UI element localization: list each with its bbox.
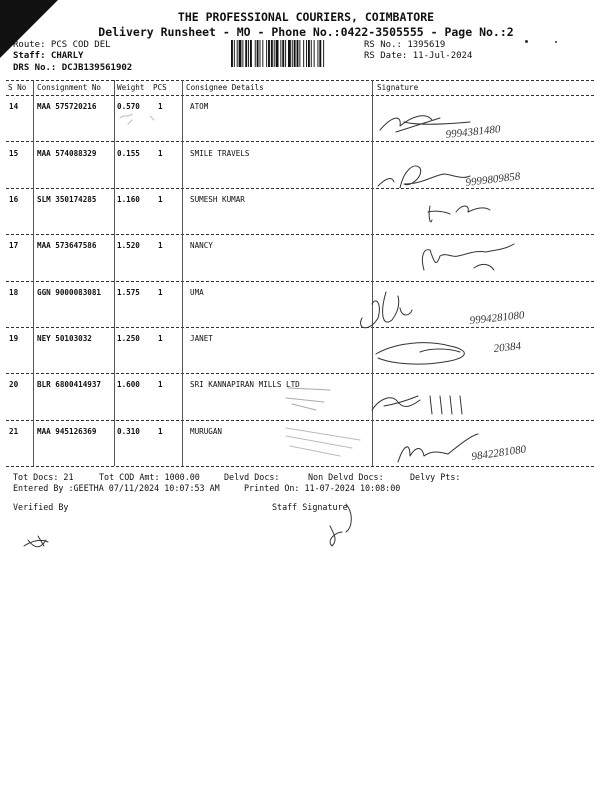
handwritten-phone: 20384 — [493, 340, 522, 355]
handwritten-phone: 9994381480 — [445, 123, 502, 141]
route-label: Route: PCS COD DEL — [13, 40, 111, 50]
printed-on: Printed On: 11-07-2024 10:08:00 — [244, 483, 401, 493]
rs-date: RS Date: 11-Jul-2024 — [364, 51, 473, 61]
barcode-bar — [311, 40, 312, 67]
barcode-bar — [292, 40, 293, 67]
barcode-bar — [299, 40, 300, 67]
non-delivered-docs: Non Delvd Docs: — [308, 472, 384, 482]
staff-label: Staff: CHARLY — [13, 51, 84, 61]
row-sno: 18 — [9, 288, 19, 297]
table-header-rule — [6, 95, 594, 96]
row-pcs: 1 — [158, 288, 163, 297]
barcode-bar — [237, 40, 238, 67]
signature-row-20 — [372, 396, 462, 414]
barcode-bar — [248, 40, 249, 67]
column-header-pcs: PCS — [153, 83, 167, 92]
delivery-points: Delvy Pts: — [410, 472, 461, 482]
column-header-consignment: Consignment No — [37, 83, 102, 92]
barcode-bar — [280, 40, 281, 67]
signature-row-14 — [380, 116, 470, 132]
drs-number: DRS No.: DCJB139561902 — [13, 63, 133, 73]
stamp-mark — [286, 428, 360, 456]
row-divider — [6, 327, 594, 328]
row-consignment: GGN 9000083081 — [37, 288, 102, 297]
column-header-sno: S No — [8, 83, 27, 92]
row-consignee: MURUGAN — [190, 427, 223, 436]
row-consignment: NEY 50103032 — [37, 334, 92, 343]
column-header-weight: Weight — [117, 83, 145, 92]
speck — [525, 40, 528, 43]
barcode-bar — [260, 40, 261, 67]
barcode-bar — [323, 40, 324, 67]
handwritten-phone: 9999809858 — [464, 170, 521, 189]
row-consignee: JANET — [190, 334, 213, 343]
row-consignee: SRI KANNAPIRAN MILLS LTD — [190, 380, 300, 389]
barcode-bar — [306, 40, 307, 67]
signature-row-18 — [361, 292, 412, 328]
total-cod-amount: Tot COD Amt: 1000.00 — [99, 472, 200, 482]
column-header-consignee: Consignee Details — [186, 83, 264, 92]
signature-row-17 — [422, 244, 514, 270]
row-weight: 1.160 — [117, 195, 140, 204]
row-sno: 21 — [9, 427, 19, 436]
row-weight: 0.570 — [117, 102, 140, 111]
barcode-bar — [234, 40, 235, 67]
row-divider — [6, 234, 594, 235]
handwritten-phone: 9994281080 — [469, 309, 526, 327]
barcode-bar — [285, 40, 286, 67]
row-consignee: SMILE TRAVELS — [190, 149, 250, 158]
rs-number: RS No.: 1395619 — [364, 40, 446, 50]
column-divider — [33, 80, 34, 466]
signature-row-15 — [378, 166, 470, 188]
row-pcs: 1 — [158, 149, 163, 158]
row-pcs: 1 — [158, 334, 163, 343]
row-sno: 15 — [9, 149, 19, 158]
column-divider — [372, 80, 373, 466]
barcode-bar — [317, 40, 318, 67]
barcode-bar — [319, 40, 321, 67]
staff-signature-label: Staff Signature — [272, 502, 348, 512]
row-consignment: SLM 350174285 — [37, 195, 97, 204]
barcode-bar — [239, 40, 242, 67]
column-header-signature: Signature — [377, 83, 419, 92]
row-consignee: ATOM — [190, 102, 209, 111]
barcode-bar — [282, 40, 284, 67]
row-divider — [6, 281, 594, 282]
row-consignment: MAA 573647586 — [37, 241, 97, 250]
row-pcs: 1 — [158, 427, 163, 436]
row-divider — [6, 188, 594, 189]
verified-by-label: Verified By — [13, 502, 69, 512]
row-consignment: BLR 6800414937 — [37, 380, 102, 389]
column-divider — [182, 80, 183, 466]
row-weight: 0.155 — [117, 149, 140, 158]
delivered-docs: Delvd Docs: — [224, 472, 280, 482]
row-pcs: 1 — [158, 195, 163, 204]
barcode-bar — [276, 40, 279, 67]
row-pcs: 1 — [158, 102, 163, 111]
row-sno: 14 — [9, 102, 19, 111]
row-consignment: MAA 575720216 — [37, 102, 97, 111]
barcode-bar — [297, 40, 299, 67]
barcode-bar — [268, 40, 270, 67]
barcode-bar — [314, 40, 315, 67]
signature-row-16 — [428, 206, 490, 222]
row-sno: 19 — [9, 334, 19, 343]
barcode-bar — [294, 40, 296, 67]
row-divider — [6, 373, 594, 374]
row-consignee: SUMESH KUMAR — [190, 195, 245, 204]
barcode-bar — [242, 40, 243, 67]
barcode-bar — [308, 40, 310, 67]
barcode-bar — [262, 40, 263, 67]
column-divider — [114, 80, 115, 466]
row-consignment: MAA 574088329 — [37, 149, 97, 158]
stamp-mark — [120, 114, 154, 124]
row-consignee: UMA — [190, 288, 204, 297]
row-consignee: NANCY — [190, 241, 213, 250]
row-weight: 0.310 — [117, 427, 140, 436]
barcode-image — [231, 40, 358, 67]
barcode-bar — [266, 40, 267, 67]
table-top-rule — [6, 80, 594, 81]
signature-row-19 — [376, 343, 464, 364]
barcode-bar — [245, 40, 247, 67]
row-weight: 1.520 — [117, 241, 140, 250]
handwritten-phone: 9842281080 — [470, 443, 527, 463]
row-pcs: 1 — [158, 380, 163, 389]
runsheet-subtitle: Delivery Runsheet - MO - Phone No.:0422-3505555 - Page No.:2 — [98, 25, 514, 39]
signature-row-21 — [398, 434, 478, 462]
barcode-bar — [257, 40, 259, 67]
row-sno: 20 — [9, 380, 19, 389]
row-consignment: MAA 945126369 — [37, 427, 97, 436]
barcode-bar — [288, 40, 291, 67]
table-bottom-rule — [6, 466, 594, 467]
row-pcs: 1 — [158, 241, 163, 250]
stamp-mark — [286, 388, 330, 410]
speck — [555, 41, 557, 43]
row-weight: 1.600 — [117, 380, 140, 389]
barcode-bar — [250, 40, 252, 67]
entered-by: Entered By :GEETHA 07/11/2024 10:07:53 AM — [13, 483, 220, 493]
barcode-bar — [231, 40, 233, 67]
barcode-bar — [271, 40, 273, 67]
row-sno: 17 — [9, 241, 19, 250]
company-title: THE PROFESSIONAL COURIERS, COIMBATORE — [177, 10, 435, 24]
row-weight: 1.250 — [117, 334, 140, 343]
barcode-bar — [303, 40, 304, 67]
barcode-bar — [255, 40, 256, 67]
row-divider — [6, 420, 594, 421]
verified-by-mark — [24, 536, 48, 547]
barcode-bar — [274, 40, 275, 67]
total-docs: Tot Docs: 21 — [13, 472, 74, 482]
row-sno: 16 — [9, 195, 19, 204]
row-divider — [6, 141, 594, 142]
row-weight: 1.575 — [117, 288, 140, 297]
